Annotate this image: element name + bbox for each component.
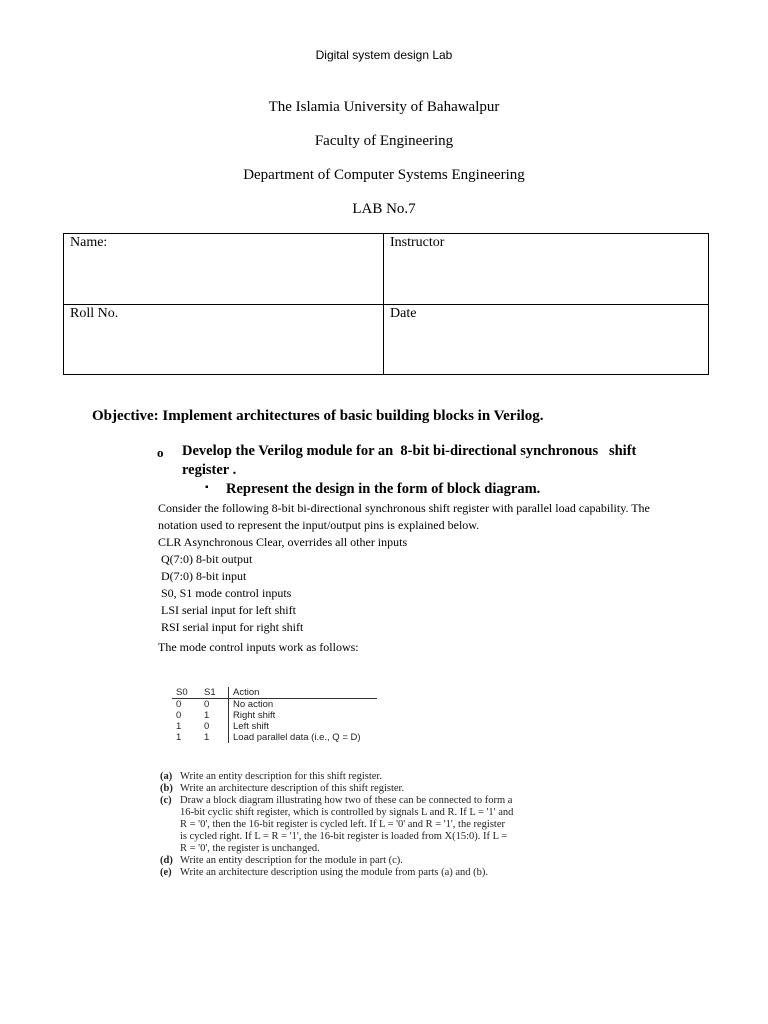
- cell-action: No action: [233, 699, 274, 710]
- name-cell[interactable]: [64, 234, 384, 305]
- question-label: (b): [160, 783, 173, 794]
- paragraph-line: D(7:0) 8-bit input: [158, 569, 247, 583]
- cell-s0: 0: [176, 699, 182, 710]
- header-action: Action: [229, 687, 378, 699]
- student-info-table: [63, 233, 709, 375]
- square-bullet-icon: ▪: [205, 482, 209, 493]
- question-text: Write an architecture description of this shift register.: [180, 783, 405, 794]
- paragraph-line: The mode control inputs work as follows:: [158, 640, 359, 654]
- question-text: Write an architecture description using the module from parts (a) and (b).: [180, 867, 489, 878]
- question-text: R = '0', the register is unchanged.: [180, 843, 320, 854]
- instructor-cell[interactable]: [384, 234, 709, 305]
- paragraph-line: Q(7:0) 8-bit output: [158, 552, 253, 566]
- table-row: [172, 721, 377, 732]
- header-title: Digital system design Lab: [315, 48, 453, 62]
- cell-action: Right shift: [233, 710, 276, 721]
- subtask-text: Represent the design in the form of block diagram.: [226, 481, 541, 497]
- paragraph-line: S0, S1 mode control inputs: [158, 586, 292, 600]
- date-cell[interactable]: [384, 304, 709, 375]
- question-d: [160, 855, 550, 867]
- date-label: Date: [390, 305, 417, 321]
- circle-bullet-icon: o: [157, 445, 164, 460]
- lab-number: LAB No.7: [352, 201, 416, 217]
- cell-s0: 0: [176, 710, 182, 721]
- question-text: is cycled right. If L = R = '1', the 16-bit register is loaded from X(15:0). If L =: [180, 831, 508, 842]
- faculty-name: Faculty of Engineering: [314, 133, 454, 149]
- question-e: [160, 867, 550, 879]
- cell-action: Load parallel data (i.e., Q = D): [233, 732, 361, 743]
- department-name: Department of Computer Systems Engineering: [243, 167, 525, 183]
- cell-s0: 1: [176, 732, 182, 743]
- paragraph-line: LSI serial input for left shift: [158, 603, 296, 617]
- cell-s1: 0: [200, 699, 229, 711]
- cell-s0: 1: [176, 721, 182, 732]
- paragraph-line: Consider the following 8-bit bi-directional synchronous shift register with parallel load capability. The: [158, 501, 650, 515]
- question-b: [160, 783, 550, 795]
- table-row: [172, 732, 377, 743]
- instructor-label: Instructor: [390, 235, 445, 250]
- question-text: Draw a block diagram illustrating how two of these can be connected to form a: [180, 795, 513, 806]
- table-row: [172, 699, 377, 711]
- header-s0: S0: [172, 687, 200, 699]
- question-label: (c): [160, 795, 172, 806]
- mode-table-header: [172, 687, 377, 699]
- question-text: Write an entity description for this shift register.: [180, 771, 382, 782]
- objective-text: Objective: Implement architectures of basic building blocks in Verilog.: [92, 408, 544, 424]
- table-row: [172, 710, 377, 721]
- cell-action: Left shift: [233, 721, 269, 732]
- cell-s1: 1: [200, 732, 229, 743]
- task-line-1: Develop the Verilog module for an 8-bit bi-directional synchronous shift: [182, 443, 637, 459]
- mode-control-table: [172, 687, 377, 743]
- question-c: [160, 795, 550, 855]
- paragraph-line: CLR Asynchronous Clear, overrides all other inputs: [158, 535, 408, 549]
- question-text: Write an entity description for the module in part (c).: [180, 855, 403, 866]
- roll-label: Roll No.: [70, 305, 119, 321]
- question-list: [160, 771, 550, 879]
- header-s1: S1: [200, 687, 229, 699]
- scanned-figure: [160, 683, 550, 893]
- university-name: The Islamia University of Bahawalpur: [268, 99, 500, 115]
- cell-s1: 1: [200, 710, 229, 721]
- question-label: (a): [160, 771, 173, 782]
- question-label: (e): [160, 867, 172, 878]
- roll-cell[interactable]: [64, 304, 384, 375]
- question-label: (d): [160, 855, 173, 866]
- paragraph-line: RSI serial input for right shift: [158, 620, 304, 634]
- cell-s1: 0: [200, 721, 229, 732]
- question-text: R = '0', then the 16-bit register is cycled left. If L = '0' and R = '1', the register: [180, 819, 505, 830]
- question-text: 16-bit cyclic shift register, which is controlled by signals L and R. If L = '1' and: [180, 807, 514, 818]
- task-line-2: register .: [182, 462, 237, 478]
- paragraph-line: notation used to represent the input/output pins is explained below.: [158, 518, 480, 532]
- name-label: Name:: [70, 235, 108, 250]
- question-a: [160, 771, 550, 783]
